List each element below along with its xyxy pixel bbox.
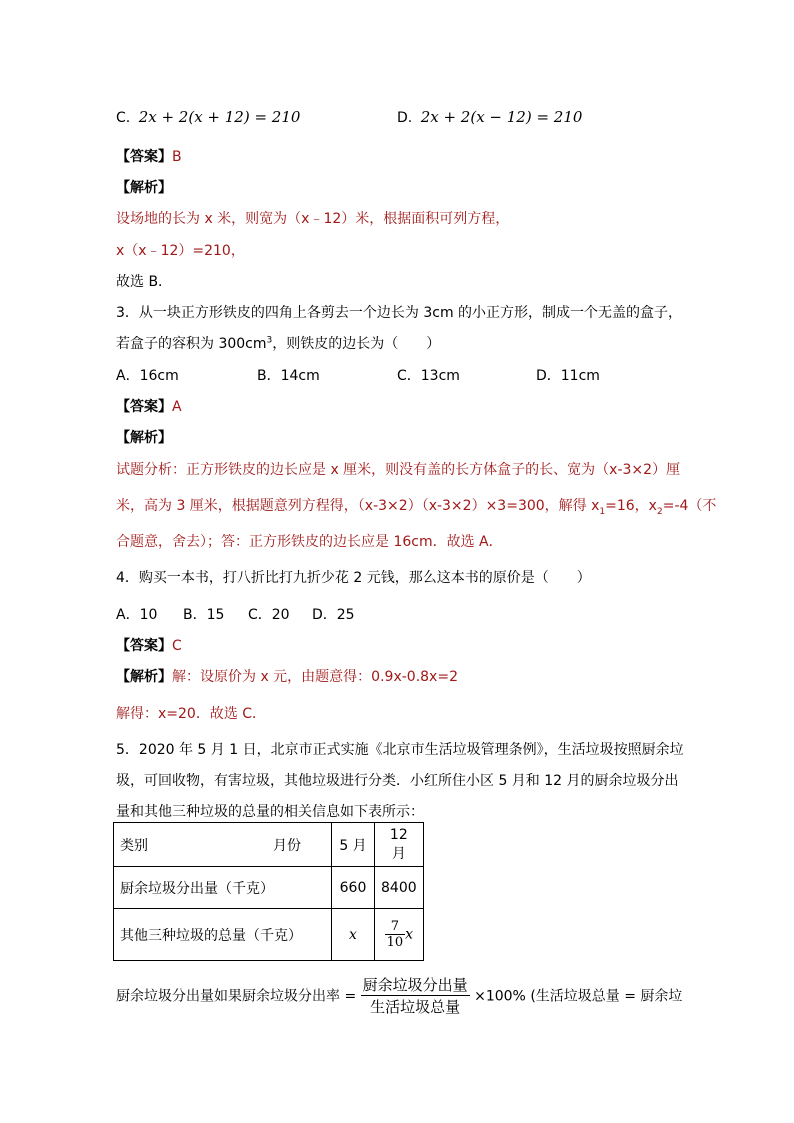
q3-analysis-line2-c: =-4（不 xyxy=(662,498,717,514)
q3-stem-line2-a: 若盒子的容积为 300cm xyxy=(116,336,267,352)
header-dec: 12 月 xyxy=(375,823,424,867)
answer-tag: 【答案】 xyxy=(116,149,172,165)
q3-sub2: 2 xyxy=(656,506,663,517)
answer-value: B xyxy=(172,149,182,165)
q4-option-b: B．15 xyxy=(183,607,225,623)
row2-may: x xyxy=(332,909,375,961)
header-category: 类别 xyxy=(120,837,148,854)
q4-option-a: A．10 xyxy=(116,607,158,623)
answer-tag: 【答案】 xyxy=(116,638,172,654)
answer-value: A xyxy=(172,399,182,415)
q4-stem: 4．购买一本书，打八折比打九折少花 2 元钱，那么这本书的原价是（ ） xyxy=(116,570,591,586)
formula-den: 生活垃圾总量 xyxy=(370,998,461,1016)
q3-analysis-line2-a: 米，高为 3 厘米，根据题意列方程得，（x-3×2）（x-3×2）×3=300，解得 x xyxy=(116,498,600,514)
q3-stem-line1: 3．从一块正方形铁皮的四角上各剪去一个边长为 3cm 的小正方形，制成一个无盖的盒子， xyxy=(116,305,683,321)
q2-answer xyxy=(116,146,182,166)
formula-prefix: 厨余垃圾分出量如果厨余垃圾分出率 = xyxy=(116,988,357,1005)
q3-option-b: B．14cm xyxy=(257,368,320,384)
q3-option-c: C．13cm xyxy=(397,368,460,384)
answer-value: C xyxy=(172,638,182,654)
table-row xyxy=(114,823,424,867)
answer-tag: 【答案】 xyxy=(116,399,172,415)
option-d-label: D. xyxy=(397,110,413,126)
q3-stem-line2 xyxy=(116,333,440,353)
q2-analysis-line1: 设场地的长为 x 米，则宽为（x﹣12）米，根据面积可列方程， xyxy=(116,211,510,227)
formula-fraction xyxy=(361,974,470,1017)
q3-stem-line2-b: ，则铁皮的边长为（ ） xyxy=(272,336,441,352)
q3-answer xyxy=(116,396,182,416)
q3-option-d: D．11cm xyxy=(536,368,600,384)
analysis-tag: 【解析】 xyxy=(116,669,172,685)
q5-stem-line3: 量和其他三种垃圾的总量的相关信息如下表所示： xyxy=(116,804,424,820)
option-d-prev xyxy=(397,108,582,126)
q2-analysis-line2: x（x﹣12）=210， xyxy=(116,243,245,259)
q2-analysis-tag: 【解析】 xyxy=(116,180,172,196)
q3-analysis-line1: 试题分析：正方形铁皮的边长应是 x 厘米，则没有盖的长方体盒子的长、宽为（x-3×2）厘 xyxy=(116,462,681,478)
q3-stem-sup: 3 xyxy=(266,335,273,346)
table-row xyxy=(114,867,424,909)
q4-analysis xyxy=(116,666,458,686)
row2-dec-fraction xyxy=(385,919,406,950)
option-c-label: C. xyxy=(116,110,131,126)
q5-stem-line2: 圾，可回收物，有害垃圾，其他垃圾进行分类．小红所住小区 5 月和 12 月的厨余垃圾分出 xyxy=(116,773,679,789)
q3-analysis-line3: 合题意，舍去）；答：正方形铁皮的边长应是 16cm．故选 A． xyxy=(116,534,503,550)
q3-analysis-line2 xyxy=(116,495,716,517)
q5-formula-line xyxy=(116,974,682,1017)
formula-num: 厨余垃圾分出量 xyxy=(362,976,468,994)
q3-analysis-line2-b: =16，x xyxy=(605,498,657,514)
option-d-formula: 2x + 2(x − 12) = 210 xyxy=(420,108,583,126)
q4-option-d: D．25 xyxy=(312,607,355,623)
q4-answer xyxy=(116,635,182,655)
q4-solve-line: 解得：x=20．故选 C． xyxy=(116,706,267,722)
q4-option-c: C．20 xyxy=(248,607,290,623)
q5-info-table xyxy=(113,822,424,961)
header-may: 5 月 xyxy=(332,823,375,867)
header-cell xyxy=(114,823,332,867)
q2-analysis-line3: 故选 B． xyxy=(116,274,173,290)
q3-option-a: A．16cm xyxy=(116,368,179,384)
q5-stem-line1: 5．2020 年 5 月 1 日，北京市正式实施《北京市生活垃圾管理条例》，生活垃圾按照厨余垃 xyxy=(116,742,684,758)
row1-may: 660 xyxy=(332,867,375,909)
q3-analysis-tag: 【解析】 xyxy=(116,430,172,446)
option-c-prev xyxy=(116,108,300,126)
header-month: 月份 xyxy=(273,837,301,854)
formula-suffix: ×100% (生活垃圾总量 = 厨余垃 xyxy=(474,988,683,1005)
row2-dec-num: 7 xyxy=(385,919,406,935)
row1-dec: 8400 xyxy=(375,867,424,909)
analysis-text: 解：设原价为 x 元，由题意得：0.9x-0.8x=2 xyxy=(172,669,458,685)
table-row xyxy=(114,909,424,961)
option-c-formula: 2x + 2(x + 12) = 210 xyxy=(138,108,301,126)
row2-dec-var: x xyxy=(405,926,414,943)
row2-dec-den: 10 xyxy=(386,935,404,950)
q3-sub1: 1 xyxy=(599,506,606,517)
row1-label: 厨余垃圾分出量（千克） xyxy=(114,867,332,909)
row2-label: 其他三种垃圾的总量（千克） xyxy=(114,909,332,961)
row2-dec xyxy=(375,909,424,961)
